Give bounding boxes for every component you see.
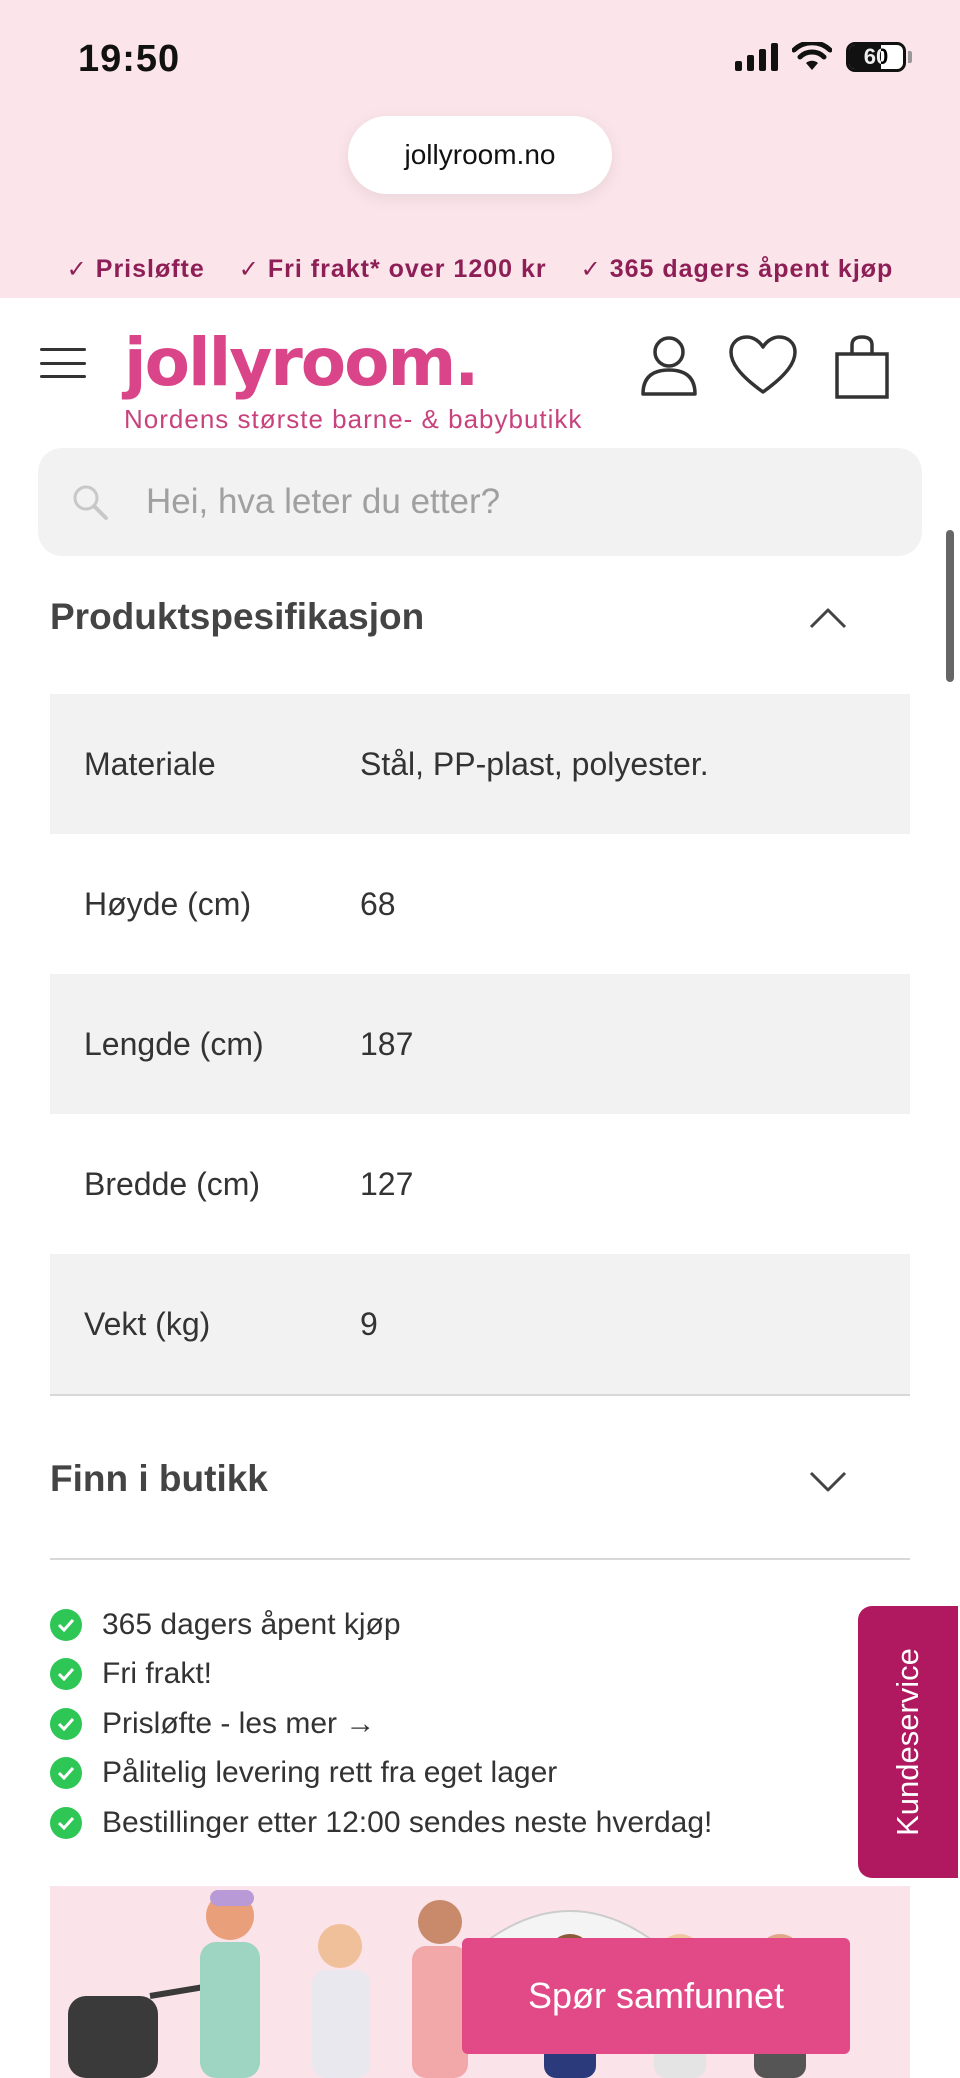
status-icons [735,42,912,72]
spec-key: Vekt (kg) [84,1305,211,1342]
table-row [50,834,910,974]
battery-icon [846,42,906,72]
spec-key: Lengde (cm) [84,1025,264,1062]
list-item: Fri frakt! [50,1650,712,1700]
menu-icon[interactable] [40,348,86,378]
spec-value: 9 [360,1305,378,1342]
check-circle-icon [50,1807,82,1839]
tagline: Nordens største barne- & babybutikk [124,404,583,434]
shopping-bag-icon[interactable] [834,334,890,400]
list-item: Bestillinger etter 12:00 sendes neste hverdag! [50,1798,712,1848]
spec-key: Materiale [84,745,216,782]
table-row [50,694,910,834]
url-bar[interactable]: jollyroom.no [348,116,612,194]
user-icon[interactable] [640,334,698,396]
check-circle-icon [50,1609,82,1641]
price-promise-link[interactable]: Prisløfte - les mer → [102,1706,376,1740]
checkmark-icon: ✓ [238,255,260,283]
scrollbar[interactable] [946,530,954,682]
list-item: Pålitelig levering rett fra eget lager [50,1749,712,1799]
usp-bar [0,240,960,298]
ask-community-button[interactable]: Spør samfunnet [462,1938,850,2054]
check-circle-icon [50,1708,82,1740]
list-item: 365 dagers åpent kjøp [50,1600,712,1650]
cellular-signal-icon [735,43,778,71]
table-row [50,974,910,1114]
check-circle-icon [50,1658,82,1690]
wifi-icon [792,42,832,72]
spec-value: 68 [360,885,396,922]
store-section-title[interactable]: Finn i butikk [50,1458,268,1499]
spec-table [50,694,910,1394]
spec-section-title[interactable]: Produktspesifikasjon [50,596,425,637]
usp-item: ✓ 365 dagers åpent kjøp [580,254,894,283]
divider [50,1558,910,1560]
heart-icon[interactable] [728,334,798,396]
check-circle-icon [50,1757,82,1789]
table-row [50,1114,910,1254]
spec-key: Bredde (cm) [84,1165,261,1202]
checkmark-icon: ✓ [66,255,88,283]
chevron-up-icon[interactable] [808,606,848,630]
search-icon [70,482,110,522]
table-row [50,1254,910,1394]
search-bar[interactable] [38,448,922,556]
customer-service-tab[interactable]: Kundeservice [858,1606,958,1878]
spec-key: Høyde (cm) [84,885,252,922]
logo[interactable]: jollyroom. [124,324,478,401]
checkmark-icon: ✓ [580,255,602,283]
list-item[interactable] [50,1699,712,1749]
status-time: 19:50 [78,38,181,80]
spec-value: 187 [360,1025,414,1062]
battery-tip [908,51,912,63]
spec-value: Stål, PP-plast, polyester. [360,745,709,782]
spec-value: 127 [360,1165,414,1202]
benefits-list [50,1600,712,1848]
divider [50,1394,910,1396]
site-header [0,298,960,446]
usp-item: ✓ Prisløfte [66,254,205,283]
battery-level: 60 [863,44,889,69]
chevron-down-icon[interactable] [808,1470,848,1494]
usp-item: ✓ Fri frakt* over 1200 kr [238,254,547,283]
search-input[interactable] [146,482,866,522]
